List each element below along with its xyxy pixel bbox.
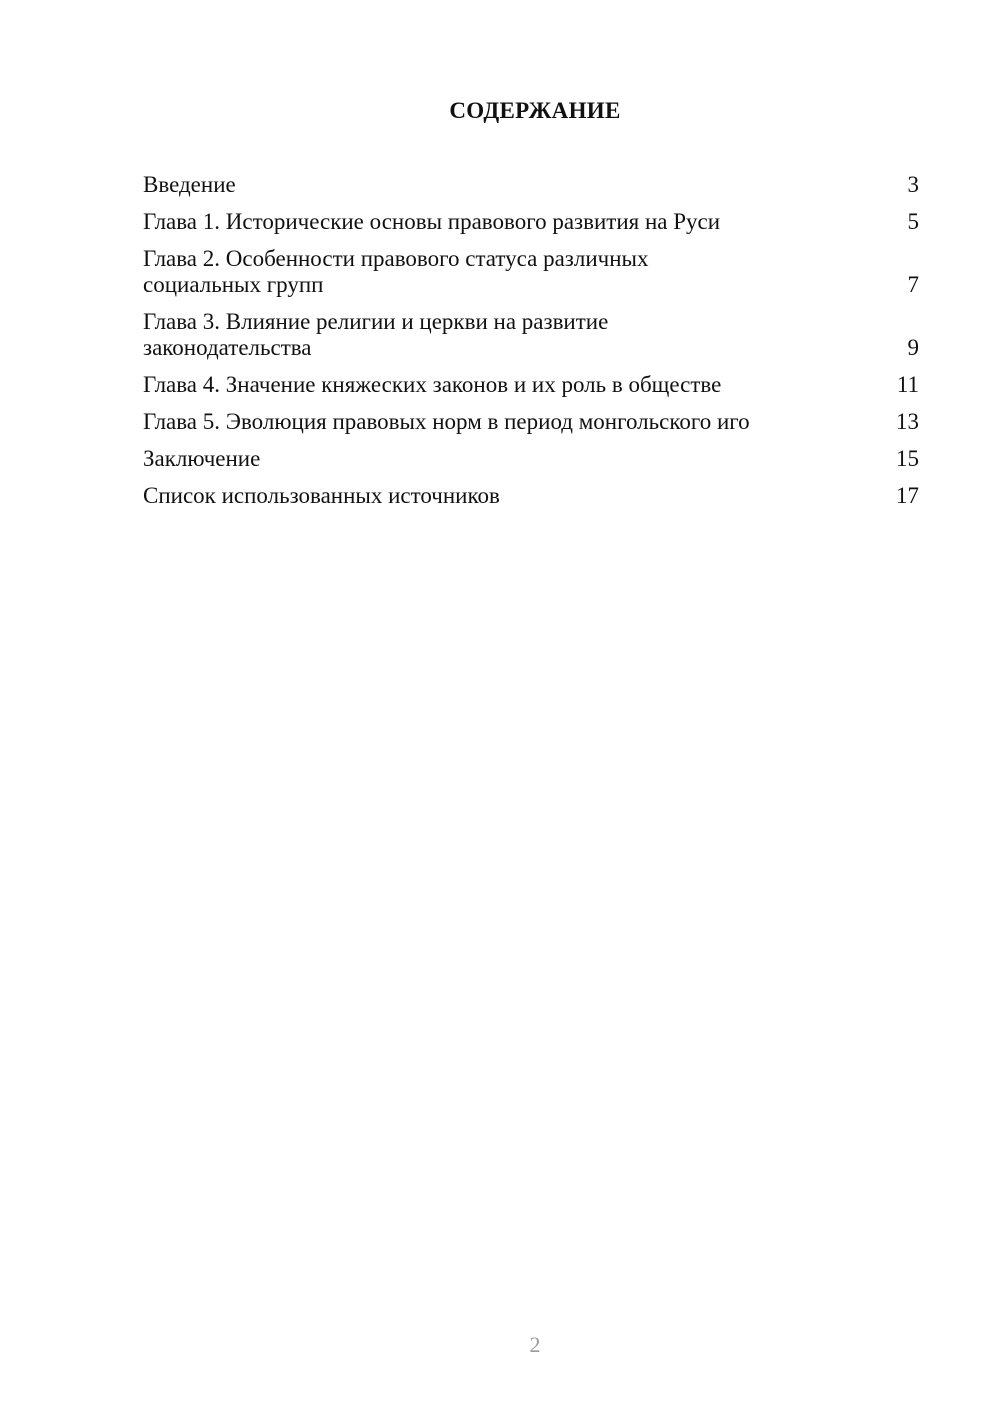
- toc-entry-page: 3: [907, 172, 919, 197]
- toc-entry-page: 5: [907, 209, 919, 234]
- toc-entry-page: 11: [896, 372, 919, 397]
- toc-entry-title: Глава 2. Особенности правового статуса различных социальных групп: [143, 246, 649, 297]
- toc-entry-page: 17: [896, 483, 919, 508]
- toc-entry-page: 13: [896, 409, 919, 434]
- toc-entry-title: Заключение: [143, 446, 261, 471]
- toc-entry-title: Глава 1. Исторические основы правового развития на Руси: [143, 209, 721, 234]
- toc-entry-chapter-2: [143, 246, 919, 298]
- toc-entry-chapter-1: [143, 209, 919, 235]
- toc-entry-title: Введение: [143, 172, 236, 197]
- toc-entry-title: Глава 3. Влияние религии и церкви на развитие законодательства: [143, 309, 609, 360]
- toc-entry-page: 9: [907, 335, 919, 360]
- toc-entry-title: Глава 4. Значение княжеских законов и их роль в обществе: [143, 372, 722, 397]
- toc-entry-conclusion: [143, 446, 919, 472]
- toc-entry-page: 7: [907, 272, 919, 297]
- toc-entry-chapter-3: [143, 309, 919, 361]
- toc-entry-title: Глава 5. Эволюция правовых норм в период монгольского иго: [143, 409, 750, 434]
- page-title: СОДЕРЖАНИЕ: [449, 98, 621, 123]
- toc-entry-chapter-4: [143, 372, 919, 398]
- toc-entry-introduction: [143, 172, 919, 198]
- page-number: 2: [529, 1332, 541, 1357]
- table-of-contents: [143, 172, 919, 520]
- toc-entry-title: Список использованных источников: [143, 483, 500, 508]
- toc-entry-chapter-5: [143, 409, 919, 435]
- toc-entry-references: [143, 483, 919, 509]
- toc-entry-page: 15: [896, 446, 919, 471]
